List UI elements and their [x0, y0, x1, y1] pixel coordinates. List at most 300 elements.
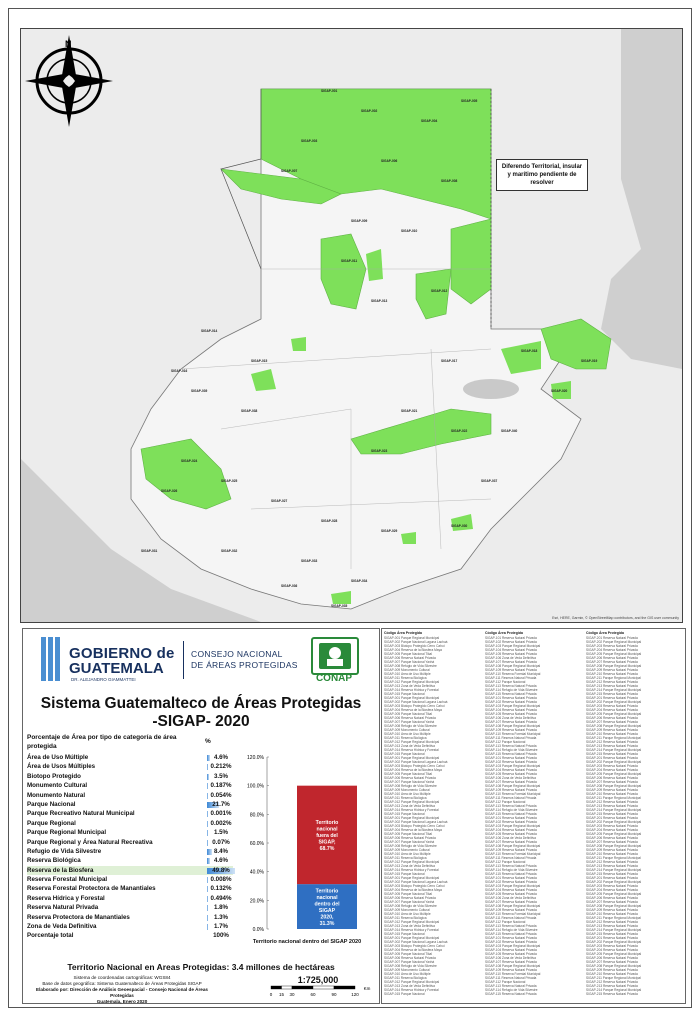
list-item: SIGAP-004 Reserva de la Biosfera Maya [384, 708, 442, 712]
list-item: SIGAP-106 Zona de Veda Definitiva [485, 956, 536, 960]
list-item: SIGAP-007 Parque Nacional Yaxhá [384, 900, 435, 904]
list-item: SIGAP-015 Parque Nacional [384, 992, 425, 996]
list-item: SIGAP-010 Área de Uso Múltiple [384, 912, 431, 916]
list-item: SIGAP-004 Reserva de la Biosfera Maya [384, 828, 442, 832]
bar-data-label: nacional [316, 894, 338, 901]
list-item: SIGAP-210 Reserva Natural Privada [586, 792, 638, 796]
list-item: SIGAP-210 Reserva Natural Privada [586, 972, 638, 976]
list-item: SIGAP-005 Parque Nacional Tikal [384, 832, 433, 836]
list-item: SIGAP-101 Reserva Natural Privada [485, 936, 537, 940]
list-item: SIGAP-108 Parque Regional Municipal [485, 664, 541, 668]
list-item: SIGAP-003 Biotopo Protegido Cerro Cahuí [384, 644, 445, 648]
protected-area-label: SIGAP-012 [431, 289, 448, 293]
list-item: SIGAP-211 Parque Regional Municipal [586, 916, 641, 920]
list-item: SIGAP-006 Reserva Natural Privada [384, 896, 436, 900]
protected-area-label: SIGAP-011 [341, 259, 358, 263]
list-item: SIGAP-008 Refugio de Vida Silvestre [384, 964, 437, 968]
row-value: 1.7% [213, 923, 229, 931]
protected-area-label: SIGAP-040 [501, 429, 518, 433]
list-item: SIGAP-206 Reserva Natural Privada [586, 776, 638, 780]
list-item: SIGAP-103 Parque Regional Municipal [485, 644, 541, 648]
list-item: SIGAP-002 Parque Nacional Laguna Lachuá [384, 640, 448, 644]
list-item: SIGAP-102 Reserva Natural Privada [485, 640, 537, 644]
svg-text:N: N [65, 39, 72, 49]
list-item: SIGAP-105 Reserva Natural Privada [485, 952, 537, 956]
protected-area-label: SIGAP-024 [181, 459, 198, 463]
scale-unit: Km [363, 986, 371, 991]
list-item: SIGAP-105 Reserva Natural Privada [485, 832, 537, 836]
list-item: SIGAP-215 Reserva Natural Privada [586, 752, 638, 756]
list-item: SIGAP-006 Reserva Natural Privada [384, 956, 436, 960]
list-item: SIGAP-102 Reserva Natural Privada [485, 700, 537, 704]
list-item: SIGAP-215 Reserva Natural Privada [586, 992, 638, 996]
list-item: SIGAP-103 Parque Regional Municipal [485, 884, 541, 888]
list-item: SIGAP-101 Reserva Natural Privada [485, 636, 537, 640]
list-item: SIGAP-001 Parque Regional Municipal [384, 876, 440, 880]
list-item: SIGAP-011 Reserva Biológica [384, 976, 427, 980]
list-item: SIGAP-107 Reserva Natural Privada [485, 720, 537, 724]
table-row [27, 913, 233, 922]
y-tick-label: 40.0% [249, 869, 264, 876]
list-item: SIGAP-008 Refugio de Vida Silvestre [384, 904, 437, 908]
list-item: SIGAP-004 Reserva de la Biosfera Maya [384, 648, 442, 652]
table-row [27, 856, 233, 865]
protected-area-label: SIGAP-005 [461, 99, 478, 103]
list-item: SIGAP-008 Refugio de Vida Silvestre [384, 784, 437, 788]
table-row [27, 753, 233, 762]
table-row [27, 866, 233, 875]
list-item: SIGAP-005 Parque Nacional Tikal [384, 712, 433, 716]
list-item: SIGAP-210 Reserva Natural Privada [586, 912, 638, 916]
list-item: SIGAP-002 Parque Nacional Laguna Lachuá [384, 880, 448, 884]
list-item: SIGAP-012 Parque Regional Municipal [384, 860, 440, 864]
protected-area-label: SIGAP-029 [381, 529, 398, 533]
list-item: SIGAP-002 Parque Nacional Laguna Lachuá [384, 820, 448, 824]
protected-area-label: SIGAP-009 [351, 219, 368, 223]
list-column-header: Código Área Protegida [485, 631, 523, 635]
list-item: SIGAP-214 Parque Regional Municipal [586, 688, 642, 692]
list-item: SIGAP-102 Reserva Natural Privada [485, 820, 537, 824]
list-item: SIGAP-013 Zona de Veda Definitiva [384, 804, 435, 808]
bar-data-label: 2020, [320, 914, 334, 921]
list-item: SIGAP-006 Reserva Natural Privada [384, 656, 436, 660]
list-item: SIGAP-010 Área de Uso Múltiple [384, 972, 431, 976]
list-item: SIGAP-101 Reserva Natural Privada [485, 696, 537, 700]
row-category: Área de Uso Múltiple [27, 754, 89, 761]
table-heading: Porcentaje de Área por tipo de categoría de área protegida [27, 734, 177, 750]
protected-area-label: SIGAP-014 [201, 329, 218, 333]
row-category: Reserva Hídrica y Forestal [27, 894, 105, 902]
protected-area-label: SIGAP-036 [281, 584, 298, 588]
protected-area-label: SIGAP-013 [371, 299, 388, 303]
row-category: Parque Regional Municipal [27, 829, 107, 837]
list-item: SIGAP-109 Reserva Natural Privada [485, 788, 537, 792]
list-item: SIGAP-213 Reserva Natural Privada [586, 744, 638, 748]
list-item: SIGAP-008 Refugio de Vida Silvestre [384, 724, 437, 728]
protected-area-label: SIGAP-015 [251, 359, 268, 363]
table-row [27, 931, 233, 940]
bar-data-label: 68.7% [319, 845, 335, 852]
list-item: SIGAP-006 Reserva Natural Privada [384, 716, 436, 720]
gob-line2: GUATEMALA [69, 660, 164, 677]
list-item: SIGAP-107 Reserva Natural Privada [485, 780, 537, 784]
list-item: SIGAP-202 Parque Regional Municipal [586, 820, 642, 824]
list-item: SIGAP-111 Reserva Natural Privada [485, 916, 537, 920]
protected-area-label: SIGAP-007 [281, 169, 298, 173]
protected-area-label: SIGAP-026 [161, 489, 178, 493]
list-item: SIGAP-009 Monumento Cultural [384, 668, 430, 672]
list-item: SIGAP-112 Parque Nacional [485, 800, 526, 804]
list-item: SIGAP-213 Reserva Natural Privada [586, 984, 638, 988]
list-item: SIGAP-003 Biotopo Protegido Cerro Cahuí [384, 944, 445, 948]
list-item: SIGAP-201 Reserva Natural Privada [586, 756, 638, 760]
list-item: SIGAP-102 Reserva Natural Privada [485, 760, 537, 764]
list-item: SIGAP-003 Biotopo Protegido Cerro Cahuí [384, 884, 445, 888]
bar-data-label: nacional [316, 826, 338, 833]
row-category: Reserva Forestal Protectora de Manantiales [27, 885, 156, 893]
list-item: SIGAP-007 Parque Nacional Yaxhá [384, 780, 435, 784]
row-value: 0.187% [210, 782, 232, 790]
row-value: 0.07% [212, 838, 230, 846]
list-item: SIGAP-213 Reserva Natural Privada [586, 924, 638, 928]
gob-sub: DR. ALEJANDRO GIAMMATTEI [71, 677, 136, 682]
list-item: SIGAP-111 Reserva Natural Privada [485, 976, 537, 980]
list-item: SIGAP-205 Parque Regional Municipal [586, 832, 642, 836]
map-attribution: Esri, HERE, Garmin, © OpenStreetMap contributors, and the GIS user community [552, 616, 679, 620]
list-item: SIGAP-106 Zona de Veda Definitiva [485, 716, 536, 720]
list-item: SIGAP-110 Reserva Forestal Municipal [485, 912, 541, 916]
row-value: 0.494% [210, 894, 232, 902]
list-item: SIGAP-009 Monumento Cultural [384, 968, 430, 972]
list-item: SIGAP-007 Parque Nacional Yaxhá [384, 960, 435, 964]
list-item: SIGAP-112 Parque Nacional [485, 980, 526, 984]
list-item: SIGAP-205 Parque Regional Municipal [586, 952, 642, 956]
row-category: Reserva de la Biosfera [27, 866, 94, 874]
list-item: SIGAP-104 Reserva Natural Privada [485, 828, 537, 832]
row-category: Parque Regional [27, 819, 76, 827]
list-item: SIGAP-005 Parque Nacional Tikal [384, 652, 433, 656]
bar-data-label: SIGAP, [318, 839, 336, 846]
row-value: 100% [213, 932, 229, 940]
list-item: SIGAP-013 Zona de Veda Definitiva [384, 864, 435, 868]
row-category: Biotopo Protegido [27, 772, 81, 780]
scale-tick-label: 60 [310, 992, 316, 997]
list-item: SIGAP-101 Reserva Natural Privada [485, 816, 537, 820]
protected-area-label: SIGAP-006 [381, 159, 398, 163]
list-item: SIGAP-207 Reserva Natural Privada [586, 840, 638, 844]
protected-area-label: SIGAP-019 [581, 359, 598, 363]
list-item: SIGAP-206 Reserva Natural Privada [586, 656, 638, 660]
list-item: SIGAP-208 Parque Regional Municipal [586, 784, 642, 788]
list-item: SIGAP-110 Reserva Forestal Municipal [485, 672, 541, 676]
list-item: SIGAP-211 Parque Regional Municipal [586, 736, 641, 740]
list-item: SIGAP-204 Reserva Natural Privada [586, 828, 638, 832]
list-item: SIGAP-001 Parque Regional Municipal [384, 816, 440, 820]
list-item: SIGAP-015 Parque Nacional [384, 932, 425, 936]
source-text: Base de datos geográfica: Sistema Guatemalteco de Áreas Protegidas SIGAP [42, 981, 202, 986]
y-tick-label: 80.0% [249, 812, 264, 819]
list-item: SIGAP-212 Reserva Natural Privada [586, 680, 638, 684]
list-item: SIGAP-009 Monumento Cultural [384, 788, 430, 792]
list-item: SIGAP-111 Reserva Natural Privada [485, 736, 537, 740]
protected-area-label: SIGAP-037 [481, 479, 498, 483]
list-item: SIGAP-104 Reserva Natural Privada [485, 888, 537, 892]
row-value: 1.5% [213, 829, 229, 837]
table-row [27, 800, 233, 809]
list-item: SIGAP-115 Reserva Natural Privada [485, 752, 537, 756]
list-item: SIGAP-210 Reserva Natural Privada [586, 672, 638, 676]
bar-data-label: Territorio [315, 888, 339, 895]
list-item: SIGAP-208 Parque Regional Municipal [586, 964, 642, 968]
list-item: SIGAP-114 Refugio de Vida Silvestre [485, 988, 538, 992]
list-item: SIGAP-114 Refugio de Vida Silvestre [485, 748, 538, 752]
map-title: Sistema Guatemalteco de Áreas Protegidas [40, 695, 362, 712]
scale-segment [292, 986, 313, 989]
list-item: SIGAP-012 Parque Regional Municipal [384, 680, 440, 684]
list-item: SIGAP-102 Reserva Natural Privada [485, 940, 537, 944]
protected-area-label: SIGAP-016 [171, 369, 188, 373]
list-item: SIGAP-009 Monumento Cultural [384, 908, 430, 912]
list-item: SIGAP-204 Reserva Natural Privada [586, 888, 638, 892]
table-row [27, 762, 233, 771]
table-row [27, 884, 233, 893]
row-value: 21.7% [212, 800, 230, 808]
list-item: SIGAP-013 Zona de Veda Definitiva [384, 924, 435, 928]
list-item: SIGAP-003 Biotopo Protegido Cerro Cahuí [384, 764, 445, 768]
list-item: SIGAP-210 Reserva Natural Privada [586, 852, 638, 856]
list-item: SIGAP-214 Parque Regional Municipal [586, 868, 642, 872]
bar-data-label: fuera del [316, 832, 338, 839]
protected-area-label: SIGAP-003 [301, 139, 318, 143]
list-item: SIGAP-109 Reserva Natural Privada [485, 728, 537, 732]
row-value: 0.001% [210, 810, 232, 818]
protected-area-label: SIGAP-033 [301, 559, 318, 563]
list-item: SIGAP-004 Reserva de la Biosfera Maya [384, 888, 442, 892]
table-row [27, 903, 233, 912]
protected-area-label: SIGAP-002 [361, 109, 378, 113]
row-category: Refugio de Vida Silvestre [27, 847, 102, 855]
table-header [27, 733, 233, 753]
list-item: SIGAP-212 Reserva Natural Privada [586, 920, 638, 924]
list-item: SIGAP-214 Parque Regional Municipal [586, 988, 642, 992]
list-item: SIGAP-113 Reserva Natural Privada [485, 984, 537, 988]
list-item: SIGAP-108 Parque Regional Municipal [485, 724, 541, 728]
list-item: SIGAP-201 Reserva Natural Privada [586, 876, 638, 880]
list-item: SIGAP-012 Parque Regional Municipal [384, 920, 440, 924]
y-tick-label: 20.0% [249, 898, 264, 905]
list-item: SIGAP-207 Reserva Natural Privada [586, 960, 638, 964]
list-item: SIGAP-110 Reserva Forestal Municipal [485, 972, 541, 976]
list-item: SIGAP-212 Reserva Natural Privada [586, 800, 638, 804]
list-item: SIGAP-215 Reserva Natural Privada [586, 812, 638, 816]
protected-area-label: SIGAP-025 [221, 479, 238, 483]
list-item: SIGAP-003 Biotopo Protegido Cerro Cahuí [384, 704, 445, 708]
list-item: SIGAP-113 Reserva Natural Privada [485, 924, 537, 928]
protected-area-label: SIGAP-038 [241, 409, 258, 413]
list-item: SIGAP-111 Reserva Natural Privada [485, 676, 537, 680]
list-item: SIGAP-201 Reserva Natural Privada [586, 696, 638, 700]
row-value: 0.132% [210, 885, 232, 893]
list-item: SIGAP-112 Parque Nacional [485, 860, 526, 864]
list-item: SIGAP-206 Reserva Natural Privada [586, 836, 638, 840]
protected-area-label: SIGAP-031 [141, 549, 158, 553]
list-item: SIGAP-207 Reserva Natural Privada [586, 720, 638, 724]
list-item: SIGAP-214 Parque Regional Municipal [586, 808, 642, 812]
list-item: SIGAP-105 Reserva Natural Privada [485, 892, 537, 896]
list-item: SIGAP-203 Reserva Natural Privada [586, 884, 638, 888]
list-item: SIGAP-113 Reserva Natural Privada [485, 804, 537, 808]
list-item: SIGAP-207 Reserva Natural Privada [586, 780, 638, 784]
list-item: SIGAP-205 Parque Regional Municipal [586, 772, 642, 776]
list-item: SIGAP-004 Reserva de la Biosfera Maya [384, 948, 442, 952]
chart-xlabel: Territorio nacional dentro del SIGAP 2020 [252, 939, 362, 945]
scale-bar [263, 975, 373, 1004]
list-item: SIGAP-002 Parque Nacional Laguna Lachuá [384, 940, 448, 944]
list-item: SIGAP-209 Reserva Natural Privada [586, 968, 638, 972]
list-item: SIGAP-211 Parque Regional Municipal [586, 676, 641, 680]
list-item: SIGAP-001 Parque Regional Municipal [384, 636, 440, 640]
category-table [27, 733, 233, 941]
list-item: SIGAP-015 Parque Nacional [384, 752, 425, 756]
list-item: SIGAP-208 Parque Regional Municipal [586, 844, 642, 848]
list-item: SIGAP-203 Reserva Natural Privada [586, 944, 638, 948]
table-row [27, 791, 233, 800]
list-item: SIGAP-104 Reserva Natural Privada [485, 948, 537, 952]
logo-divider [183, 641, 184, 679]
list-item: SIGAP-002 Parque Nacional Laguna Lachuá [384, 700, 448, 704]
list-item: SIGAP-215 Reserva Natural Privada [586, 932, 638, 936]
protected-area-label: SIGAP-034 [351, 579, 368, 583]
row-category: Reserva Natural Privada [27, 904, 99, 912]
scale-segment [271, 986, 282, 989]
list-item: SIGAP-112 Parque Nacional [485, 740, 526, 744]
list-item: SIGAP-014 Reserva Hídrica y Forestal [384, 868, 439, 872]
table-row [27, 847, 233, 856]
list-item: SIGAP-008 Refugio de Vida Silvestre [384, 844, 437, 848]
list-item: SIGAP-202 Parque Regional Municipal [586, 940, 642, 944]
list-item: SIGAP-011 Reserva Biológica [384, 856, 427, 860]
list-item: SIGAP-103 Parque Regional Municipal [485, 944, 541, 948]
bar-data-label: Territorio [315, 819, 339, 826]
map-canvas [21, 29, 682, 622]
list-item: SIGAP-106 Zona de Veda Definitiva [485, 656, 536, 660]
list-item: SIGAP-105 Reserva Natural Privada [485, 712, 537, 716]
row-category: Reserva Protectora de Manantiales [27, 913, 130, 921]
list-item: SIGAP-208 Parque Regional Municipal [586, 904, 642, 908]
list-item: SIGAP-105 Reserva Natural Privada [485, 772, 537, 776]
list-item: SIGAP-210 Reserva Natural Privada [586, 732, 638, 736]
list-item: SIGAP-108 Parque Regional Municipal [485, 844, 541, 848]
row-category: Zona de Veda Definitiva [27, 923, 97, 931]
row-category: Monumento Cultural [27, 782, 88, 790]
list-item: SIGAP-005 Parque Nacional Tikal [384, 772, 433, 776]
row-value: 0.008% [210, 876, 232, 884]
list-column [384, 631, 484, 996]
scale-segment [313, 986, 334, 989]
list-item: SIGAP-212 Reserva Natural Privada [586, 860, 638, 864]
list-item: SIGAP-212 Reserva Natural Privada [586, 740, 638, 744]
table-row [27, 894, 233, 903]
bar-data-label: 31.3% [319, 920, 335, 927]
list-item: SIGAP-008 Refugio de Vida Silvestre [384, 664, 437, 668]
guatemala-logo-icon [41, 637, 63, 681]
list-item: SIGAP-007 Parque Nacional Yaxhá [384, 720, 435, 724]
credits [27, 975, 217, 1005]
protected-area-label: SIGAP-020 [551, 389, 568, 393]
list-item: SIGAP-115 Reserva Natural Privada [485, 932, 537, 936]
row-category: Monumento Natural [27, 791, 86, 799]
list-item: SIGAP-213 Reserva Natural Privada [586, 804, 638, 808]
list-item: SIGAP-102 Reserva Natural Privada [485, 880, 537, 884]
protected-area-label: SIGAP-035 [331, 604, 348, 608]
list-item: SIGAP-001 Parque Regional Municipal [384, 756, 440, 760]
list-item: SIGAP-014 Reserva Hídrica y Forestal [384, 988, 439, 992]
list-item: SIGAP-201 Reserva Natural Privada [586, 816, 638, 820]
scale-tick-label: 0 [269, 992, 273, 997]
list-item: SIGAP-013 Zona de Veda Definitiva [384, 684, 435, 688]
bar-data-label: SIGAP [318, 907, 336, 914]
row-value: 8.4% [213, 847, 229, 855]
conap-label: CONAP [315, 673, 353, 684]
logo-header [23, 629, 379, 691]
list-item: SIGAP-208 Parque Regional Municipal [586, 724, 642, 728]
list-item: SIGAP-010 Área de Uso Múltiple [384, 792, 431, 796]
protected-area-label: SIGAP-039 [191, 389, 208, 393]
list-item: SIGAP-107 Reserva Natural Privada [485, 900, 537, 904]
list-item: SIGAP-101 Reserva Natural Privada [485, 876, 537, 880]
y-tick-label: 60.0% [249, 841, 264, 847]
map-subtitle: -SIGAP- 2020 [152, 713, 250, 730]
list-item: SIGAP-109 Reserva Natural Privada [485, 968, 537, 972]
protected-area-label: SIGAP-021 [401, 409, 418, 413]
list-item: SIGAP-114 Refugio de Vida Silvestre [485, 808, 538, 812]
list-column [485, 631, 585, 996]
list-item: SIGAP-014 Reserva Hídrica y Forestal [384, 808, 439, 812]
table-row [27, 875, 233, 884]
protected-area-label: SIGAP-027 [271, 499, 288, 503]
list-item: SIGAP-010 Área de Uso Múltiple [384, 732, 431, 736]
list-item: SIGAP-004 Reserva de la Biosfera Maya [384, 768, 442, 772]
row-category: Reserva Biológica [27, 857, 81, 865]
row-category: Parque Nacional [27, 800, 76, 808]
list-item: SIGAP-202 Parque Regional Municipal [586, 760, 642, 764]
list-item: SIGAP-107 Reserva Natural Privada [485, 840, 537, 844]
list-item: SIGAP-207 Reserva Natural Privada [586, 660, 638, 664]
list-item: SIGAP-108 Parque Regional Municipal [485, 904, 541, 908]
list-item: SIGAP-114 Refugio de Vida Silvestre [485, 688, 538, 692]
gob-line1: GOBIERNO de [69, 645, 175, 662]
y-tick-label: 100.0% [247, 783, 264, 790]
list-item: SIGAP-203 Reserva Natural Privada [586, 764, 638, 768]
protected-area-label: SIGAP-030 [451, 524, 468, 528]
list-item: SIGAP-215 Reserva Natural Privada [586, 692, 638, 696]
list-item: SIGAP-014 Reserva Hídrica y Forestal [384, 928, 439, 932]
list-item: SIGAP-012 Parque Regional Municipal [384, 980, 440, 984]
list-item: SIGAP-201 Reserva Natural Privada [586, 936, 638, 940]
list-item: SIGAP-204 Reserva Natural Privada [586, 708, 638, 712]
list-item: SIGAP-209 Reserva Natural Privada [586, 788, 638, 792]
protected-area-label: SIGAP-017 [441, 359, 458, 363]
list-item: SIGAP-213 Reserva Natural Privada [586, 684, 638, 688]
list-item: SIGAP-206 Reserva Natural Privada [586, 956, 638, 960]
list-item: SIGAP-108 Parque Regional Municipal [485, 964, 541, 968]
row-category: Parque Regional y Área Natural Recreativa [27, 838, 153, 846]
table-row [27, 838, 233, 847]
list-item: SIGAP-211 Parque Regional Municipal [586, 796, 641, 800]
map-area[interactable] [20, 28, 683, 623]
list-item: SIGAP-113 Reserva Natural Privada [485, 684, 537, 688]
list-item: SIGAP-211 Parque Regional Municipal [586, 856, 641, 860]
